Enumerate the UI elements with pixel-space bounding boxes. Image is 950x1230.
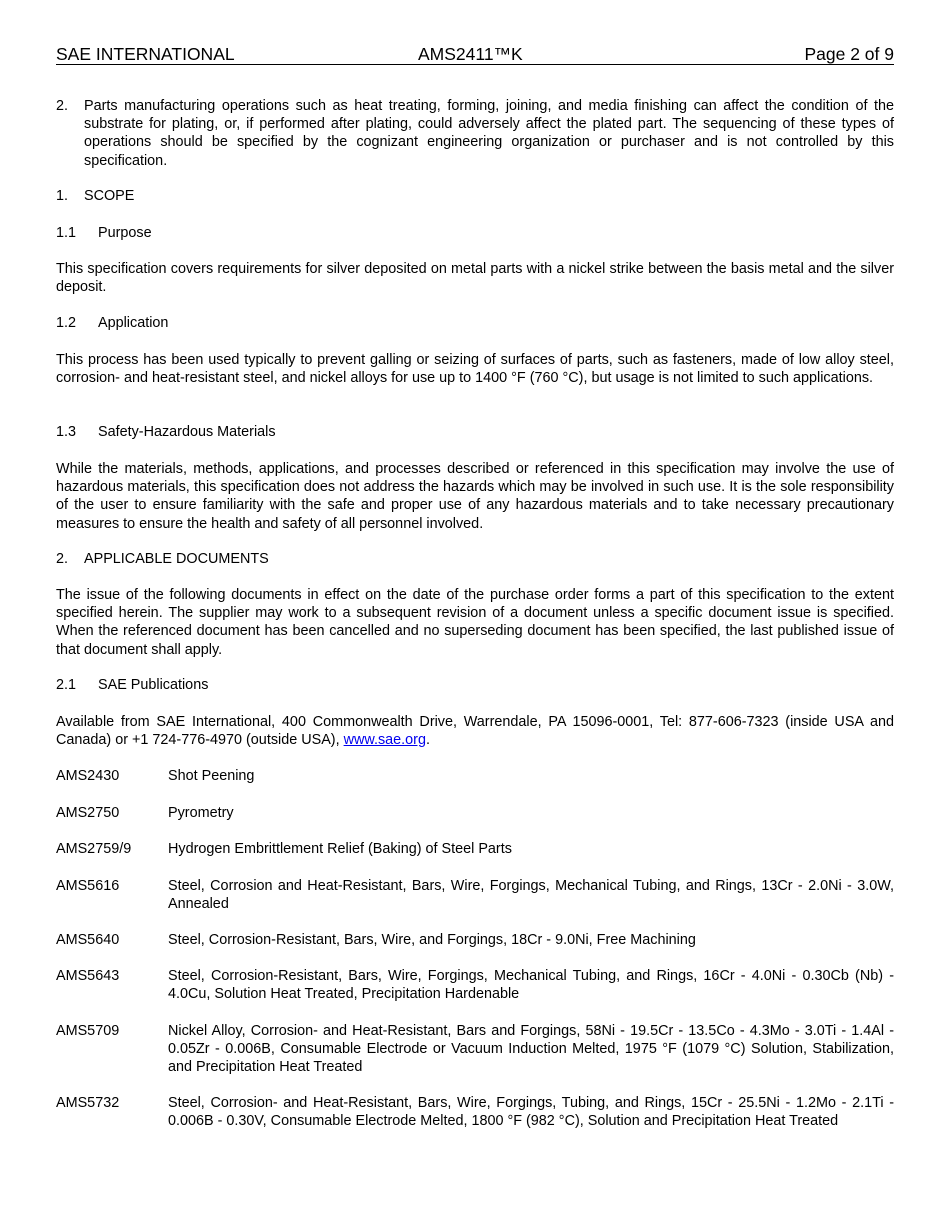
header-organization: SAE INTERNATIONAL [56, 44, 235, 64]
reference-item [56, 1022, 894, 1077]
reference-description: Pyrometry [168, 805, 234, 821]
sae-website-link[interactable]: www.sae.org [343, 732, 426, 749]
section-1-2-number: 1.2 [56, 315, 77, 331]
reference-item [56, 804, 894, 822]
reference-code: AMS5616 [56, 878, 120, 894]
section-2-text: The issue of the following documents in effect on the date of the purchase order forms a part of this specification to the extent specified herein. The supplier may work to a subsequent revision of a document unless a specific document issue is specified. When the referenced document has been cancelled and no superseding document has been specified, the last published issue of that document shall apply. [56, 587, 894, 658]
section-2-1-heading [56, 676, 894, 694]
section-1-2-heading [56, 314, 894, 332]
section-1-3-heading [56, 423, 894, 441]
section-1-2-title: Application [98, 315, 169, 331]
note-2-number: 2. [56, 98, 69, 114]
reference-item [56, 931, 894, 949]
section-1-title: SCOPE [84, 188, 135, 204]
reference-description: Steel, Corrosion-Resistant, Bars, Wire, Forgings, Mechanical Tubing, and Rings, 16Cr - 4.0Ni - 0.30Cb (Nb) - 4.0Cu, Solution Heat Treated, Precipitation Hardenable [168, 968, 894, 1003]
section-1-1-number: 1.1 [56, 225, 77, 241]
reference-code: AMS5643 [56, 968, 120, 984]
section-2-title: APPLICABLE DOCUMENTS [84, 551, 269, 567]
reference-item [56, 840, 894, 858]
section-1-2-text: This process has been used typically to prevent galling or seizing of surfaces of parts, such as fasteners, made of low alloy steel, corrosion- and heat-resistant steel, and nickel alloys for use up to 1400 °F (760 °C), but usage is not limited to such applications. [56, 352, 894, 387]
note-2 [56, 97, 894, 170]
reference-description: Shot Peening [168, 768, 255, 784]
reference-description: Nickel Alloy, Corrosion- and Heat-Resistant, Bars and Forgings, 58Ni - 19.5Cr - 13.5Co - 4.3Mo - 3.0Ti - 1.4Al - 0.05Zr - 0.006B, Consumable Electrode or Vacuum Induction Melted, 1975 °F (1079 °C) Solution, Stabilization, and Precipitation Heat Treated [168, 1023, 894, 1076]
section-2-heading [56, 550, 894, 568]
section-1-3-title: Safety-Hazardous Materials [98, 424, 276, 440]
reference-item [56, 967, 894, 1003]
reference-code: AMS5640 [56, 932, 120, 948]
section-1-3-number: 1.3 [56, 424, 77, 440]
page-header [56, 44, 894, 65]
section-1-number: 1. [56, 188, 69, 204]
note-2-text: Parts manufacturing operations such as heat treating, forming, joining, and media finishing can affect the condition of the substrate for plating, or, if performed after plating, could adversely affect the plated part. The sequencing of these types of operations should be specified by the cognizant engineering organization or purchaser and is not controlled by this specification. [84, 98, 894, 169]
header-document-id: AMS2411™K [418, 44, 523, 64]
section-2-1-title: SAE Publications [98, 677, 209, 693]
section-2-1-body: Available from SAE International, 400 Commonwealth Drive, Warrendale, PA 15096-0001, Tel: 877-606-7323 (inside USA and Canada) or +1 724-776-4970 (outside USA), [56, 714, 894, 749]
reference-code: AMS2750 [56, 805, 120, 821]
reference-code: AMS5732 [56, 1095, 120, 1111]
reference-code: AMS5709 [56, 1023, 120, 1039]
section-1-heading [56, 187, 894, 205]
reference-item [56, 1094, 894, 1130]
section-1-1-heading [56, 224, 894, 242]
reference-item [56, 877, 894, 913]
reference-description: Hydrogen Embrittlement Relief (Baking) of Steel Parts [168, 841, 512, 857]
reference-description: Steel, Corrosion and Heat-Resistant, Bars, Wire, Forgings, Mechanical Tubing, and Rings, 13Cr - 2.0Ni - 3.0W, Annealed [168, 878, 894, 913]
reference-description: Steel, Corrosion- and Heat-Resistant, Bars, Wire, Forgings, Tubing, and Rings, 15Cr - 25.5Ni - 1.2Mo - 2.1Ti - 0.006B - 0.30V, Consumable Electrode Melted, 1800 °F (982 °C), Solution and Precipitation Heat Treated [168, 1095, 894, 1130]
reference-code: AMS2759/9 [56, 841, 132, 857]
section-1-3-text: While the materials, methods, applications, and processes described or referenced in this specification may involve the use of hazardous materials, this specification does not address the hazards which may be involved in such use. It is the sole responsibility of the user to ensure familiarity with the safe and proper use of any hazardous materials and to take necessary precautionary measures to ensure the health and safety of all personnel involved. [56, 461, 894, 532]
section-1-1-title: Purpose [98, 225, 152, 241]
reference-description: Steel, Corrosion-Resistant, Bars, Wire, and Forgings, 18Cr - 9.0Ni, Free Machining [168, 932, 696, 948]
reference-code: AMS2430 [56, 768, 120, 784]
section-2-1-number: 2.1 [56, 677, 77, 693]
section-2-1-text [56, 713, 894, 749]
header-page-number: Page 2 of 9 [804, 44, 894, 64]
section-2-1-period: . [425, 732, 430, 749]
section-2-number: 2. [56, 551, 69, 567]
reference-item [56, 767, 894, 785]
section-1-1-text: This specification covers requirements for silver deposited on metal parts with a nickel strike between the basis metal and the silver deposit. [56, 261, 894, 296]
